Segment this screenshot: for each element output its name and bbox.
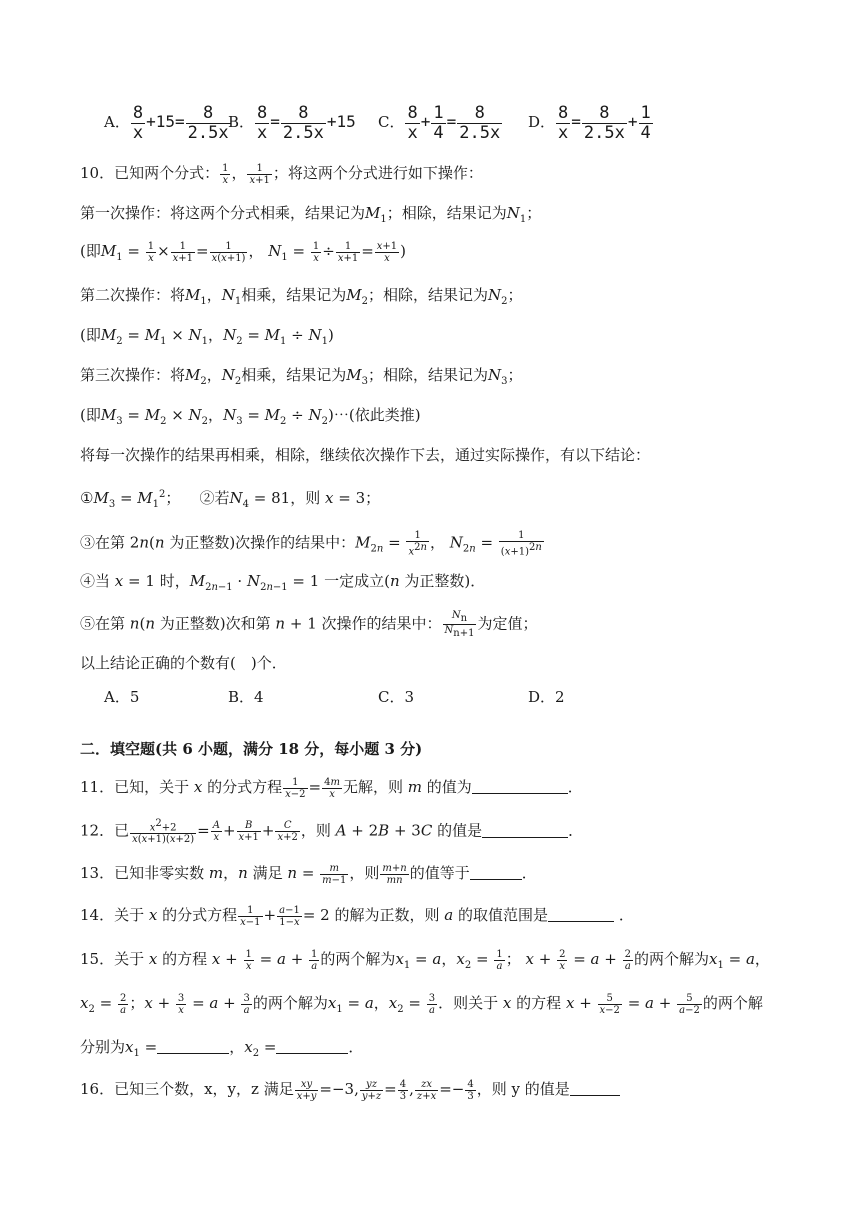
q10-step2-formula: (即$M_2 = M_1 \times N_1$，$N_2 = M_1 \div N_1$) (80, 326, 334, 347)
q10-question: 以上结论正确的个数有( )个． (80, 654, 287, 672)
q9-option-a: A． $\frac{8}{x}$ +15= $\frac{8}{2.5x}$ (104, 103, 229, 143)
q11: 11．已知，关于 x 的分式方程 $\frac{1}{x-2}$ = $\frac{4m}{x}$ 无解，则 m 的值为 ． (80, 776, 583, 800)
q10-conclusion-4: ④当 x = 1 时，$M_{2n-1} \cdot N_{2n-1} = 1$ 一定成立(n 为正整数)． (80, 572, 486, 593)
q10-step1: 第一次操作：将这两个分式相乘，结果记为$M_1$；相除，结果记为$N_1$； (80, 204, 542, 225)
q12: 12．已 $\frac{x^2+2}{x(x+1)(x+2)}$ = $\frac{A}{x}$ + $\frac{B}{x+1}$ + $\frac{C}{x+2}$ ，则 A + 2B + 3C 的值是 ． (80, 818, 584, 846)
q10-step3-formula: (即$M_3 = M_2 \times N_2$，$N_3 = M_2$ ÷ $N_2)\cdots$(依此类推) (80, 406, 421, 427)
q16: 16．已知三个数，x，y，z 满足 $\frac{xy}{x+y}$ =−3, $\frac{yz}{y+z}$ = $\frac{4}{3}$ , $\frac{zx}{z+x}$ =− $\frac{4}{3}$ ，则 y 的值是 (80, 1078, 800, 1102)
section-heading: 二．填空题(共 6 小题，满分 18 分，每小题 3 分) (80, 740, 423, 758)
q10-step2: 第二次操作：将$M_1$，$N_1$相乘，结果记为$M_2$；相除，结果记为$N_2$； (80, 286, 523, 307)
q10-conclusion-5: ⑤在第 n(n 为正整数)次和第 n + 1 次操作的结果中： $\frac{N_n}{N_{n+1}}$ 为定值； (80, 610, 538, 639)
q9-option-d: D． $\frac{8}{x}$ = $\frac{8}{2.5x}$ + $\frac{1}{4}$ (528, 103, 651, 143)
q10-option-a: A．5 (104, 688, 140, 706)
q13: 13．已知非零实数 m，n 满足 n = $\frac{m}{m-1}$ ，则 $\frac{m+n}{mn}$ 的值等于 ． (80, 862, 537, 886)
q10-option-c: C．3 (378, 688, 415, 706)
q10-step3: 第三次操作：将$M_2$，$N_2$相乘，结果记为$M_3$；相除，结果记为$N_3$； (80, 366, 523, 387)
q10-conclusion-3: ③在第 2n(n 为正整数)次操作的结果中：$M_{2n}$ = $\frac{1}{x^{2n}}$ ， $N_{2n}$ = $\frac{1}{(x+1)^{2n}}$ (80, 530, 542, 558)
q10-stem: 10．已知两个分式： $\frac{1}{x}$ ， $\frac{1}{x+1}$ ；将这两个分式进行如下操作： (80, 162, 483, 186)
q15-line3: 分别为$x_1$ = ，$x_2$ = ． (80, 1038, 364, 1059)
q9-option-c: C． $\frac{8}{x}$ + $\frac{1}{4}$ = $\frac{8}{2.5x}$ (378, 103, 501, 143)
q15-line2: $x_2$ = $\frac{2}{a}$ ；x + $\frac{3}{x}$ = a + $\frac{3}{a}$ 的两个解为$x_1 = a$，$x_2$ = $\frac{3}{a}$ ．则关于 x 的方程 x + $\frac{5}{x-2}$ = a + $\frac{5}{a-2}$ 的两个解 (80, 992, 763, 1016)
q10-instruction: 将每一次操作的结果再相乘，相除，继续依次操作下去，通过实际操作，有以下结论： (80, 446, 651, 464)
q10-option-b: B．4 (228, 688, 264, 706)
q10-conclusion-1-2: $①M_3 = M_1^2$； ②若$N_4 = 81$，则 x = 3； (80, 489, 381, 510)
q14: 14．关于 x 的分式方程 $\frac{1}{x-1}$ + $\frac{a-1}{1-x}$ = 2 的解为正数，则 a 的取值范围是 ． (80, 904, 634, 928)
q9-option-b: B． $\frac{8}{x}$ = $\frac{8}{2.5x}$ +15 (228, 103, 356, 143)
q10-step1-formula: (即$M_1$ = $\frac{1}{x}$ × $\frac{1}{x+1}$ = $\frac{1}{x(x+1)}$ ， $N_1$ = $\frac{1}{x}$ ÷ $\frac{1}{x+1}$ = $\frac{x+1}{x}$ ) (80, 240, 407, 264)
q15-line1: 15．关于 x 的方程 x + $\frac{1}{x}$ = a + $\frac{1}{a}$ 的两个解为$x_1 = a$，$x_2$ = $\frac{1}{a}$ ； x + $\frac{2}{x}$ = a + $\frac{2}{a}$ 的两个解为$x_1 = a$， (80, 948, 770, 972)
q10-option-d: D．2 (528, 688, 565, 706)
